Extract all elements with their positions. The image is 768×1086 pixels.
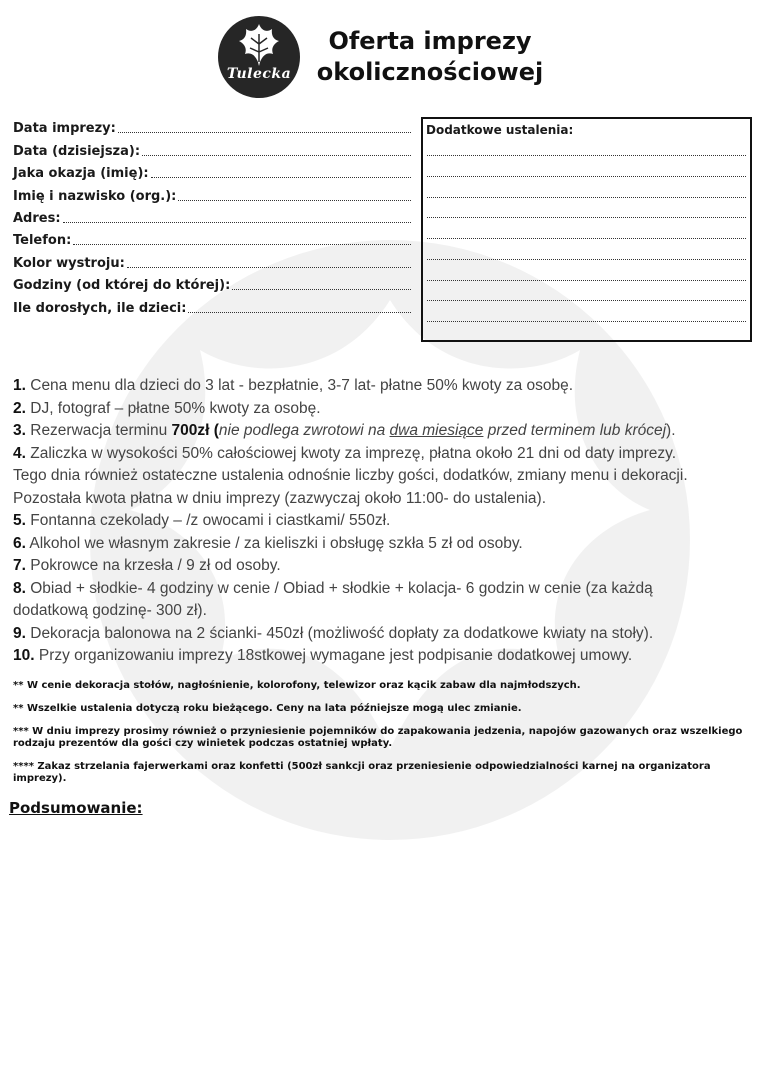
fill-line[interactable] xyxy=(73,244,411,245)
reservation-amount: 700zł xyxy=(171,422,210,439)
rule-text: DJ, fotograf – płatne 50% kwoty za osobę. xyxy=(25,399,321,417)
field-label: Jaka okazja (imię): xyxy=(13,166,149,182)
field-event-date xyxy=(13,114,411,136)
field-organizer-name xyxy=(13,181,411,203)
rule-number: 10. xyxy=(13,647,35,664)
field-label: Data (dzisiejsza): xyxy=(13,143,141,159)
fill-line[interactable] xyxy=(188,312,411,313)
rule-number: 5. xyxy=(13,512,26,529)
rule-number: 4. xyxy=(13,444,26,462)
box-fill-line[interactable] xyxy=(427,300,746,301)
event-form xyxy=(13,114,411,316)
box-fill-line[interactable] xyxy=(427,197,746,198)
field-label: Adres: xyxy=(13,210,61,226)
rule-10 xyxy=(13,645,758,668)
note-current-year: ** Wszelkie ustalenia dotyczą roku bieżącego. Ceny na lata późniejsze mogą ulec zmianie. xyxy=(13,703,522,714)
additional-arrangements-box xyxy=(421,117,752,342)
rule-8-continued: dodatkową godzinę- 300 zł). xyxy=(13,602,207,619)
field-label: Data imprezy: xyxy=(13,121,116,137)
fill-line[interactable] xyxy=(118,132,411,133)
rule-9 xyxy=(13,623,758,646)
field-decor-color xyxy=(13,248,411,270)
rule-number: 9. xyxy=(13,624,26,642)
box-fill-line[interactable] xyxy=(427,217,746,218)
field-hours xyxy=(13,271,411,293)
rule-text: przed terminem lub krócej xyxy=(483,422,667,439)
field-guest-count xyxy=(13,293,411,315)
field-label: Godziny (od której do której): xyxy=(13,278,231,294)
rule-8 xyxy=(13,578,758,601)
rule-4-continued: Tego dnia również ostateczne ustalenia odnośnie liczby gości, dodatków, zmiany menu i dekoracji. xyxy=(13,467,688,484)
logo-text: Tulecka xyxy=(226,66,292,82)
rule-7 xyxy=(13,555,758,578)
field-phone xyxy=(13,226,411,248)
footnotes xyxy=(13,680,748,796)
rule-1 xyxy=(13,375,758,398)
rule-text: Fontanna czekolady – /z owocami i ciastkami/ 550zł. xyxy=(25,512,391,529)
title-line-1: Oferta imprezy xyxy=(328,27,532,55)
note-fireworks: **** Zakaz strzelania fajerwerkami oraz konfetti (500zł sankcji oraz przeniesienie odpowiedzialności karnej na organizatora imprezy). xyxy=(13,761,711,784)
tulecka-logo xyxy=(218,16,300,98)
fill-line[interactable] xyxy=(151,177,411,178)
rule-text: Alkohol we własnym zakresie / za kieliszki i obsługę szkła 5 zł od osoby. xyxy=(25,534,523,552)
offer-rules-list xyxy=(13,375,758,668)
field-label: Kolor wystroju: xyxy=(13,255,125,271)
rule-number: 7. xyxy=(13,557,26,574)
rule-text: ). xyxy=(666,422,676,439)
rule-text: Rezerwacja terminu xyxy=(25,422,172,439)
box-fill-line[interactable] xyxy=(427,259,746,260)
box-title: Dodatkowe ustalenia: xyxy=(426,123,574,137)
field-label: Ile dorosłych, ile dzieci: xyxy=(13,300,187,316)
rule-number: 3. xyxy=(13,422,26,439)
rule-text: nie podlega zwrotowi na xyxy=(218,422,390,439)
rule-text-underlined: dwa miesiące xyxy=(389,422,484,439)
page-title xyxy=(310,26,550,88)
rule-text: Przy organizowaniu imprezy 18stkowej wymagane jest podpisanie dodatkowej umowy. xyxy=(34,647,633,664)
note-containers: *** W dniu imprezy prosimy również o przyniesienie pojemników do zapakowania jedzenia, napojów gazowanych oraz wszelkiego rodzaju prezentów dla gości czy winietek podczas ostatniej wpłaty. xyxy=(13,726,743,749)
fill-line[interactable] xyxy=(178,200,411,201)
field-address xyxy=(13,204,411,226)
note-included: ** W cenie dekoracja stołów, nagłośnienie, kolorofony, telewizor oraz kącik zabaw dla najmłodszych. xyxy=(13,680,581,691)
rule-4-continued: Pozostała kwota płatna w dniu imprezy (zazwyczaj około 11:00- do ustalenia). xyxy=(13,489,547,507)
leaf-icon xyxy=(236,22,282,66)
rule-2 xyxy=(13,398,758,421)
field-label: Telefon: xyxy=(13,233,72,249)
rule-number: 1. xyxy=(13,377,26,394)
fill-line[interactable] xyxy=(127,267,411,268)
box-fill-line[interactable] xyxy=(427,238,746,239)
box-fill-line[interactable] xyxy=(427,155,746,156)
box-fill-line[interactable] xyxy=(427,321,746,322)
rule-text: Obiad + słodkie- 4 godziny w cenie / Obiad + słodkie + kolacja- 6 godzin w cenie (za każdą xyxy=(25,579,653,597)
fill-line[interactable] xyxy=(63,222,411,223)
summary-heading: Podsumowanie: xyxy=(9,799,143,817)
rule-6 xyxy=(13,533,758,556)
rule-number: 8. xyxy=(13,579,26,597)
rule-text: Pokrowce na krzesła / 9 zł od osoby. xyxy=(25,557,281,574)
fill-line[interactable] xyxy=(142,155,411,156)
fill-line[interactable] xyxy=(232,289,411,290)
title-line-2: okolicznościowej xyxy=(316,58,544,86)
rule-text: ( xyxy=(209,422,219,439)
rule-number: 2. xyxy=(13,399,26,417)
rule-text: Cena menu dla dzieci do 3 lat - bezpłatnie, 3-7 lat- płatne 50% kwoty za osobę. xyxy=(25,377,574,394)
rule-text: Dekoracja balonowa na 2 ścianki- 450zł (możliwość dopłaty za dodatkowe kwiaty na stoły). xyxy=(25,624,654,642)
field-label: Imię i nazwisko (org.): xyxy=(13,188,177,204)
field-occasion xyxy=(13,159,411,181)
rule-5 xyxy=(13,510,758,533)
rule-3 xyxy=(13,420,758,443)
field-today-date xyxy=(13,136,411,158)
rule-4 xyxy=(13,443,758,466)
box-fill-line[interactable] xyxy=(427,280,746,281)
rule-number: 6. xyxy=(13,534,26,552)
rule-text: Zaliczka w wysokości 50% całościowej kwoty za imprezę, płatna około 21 dni od daty imprezy. xyxy=(25,444,677,462)
box-fill-line[interactable] xyxy=(427,176,746,177)
